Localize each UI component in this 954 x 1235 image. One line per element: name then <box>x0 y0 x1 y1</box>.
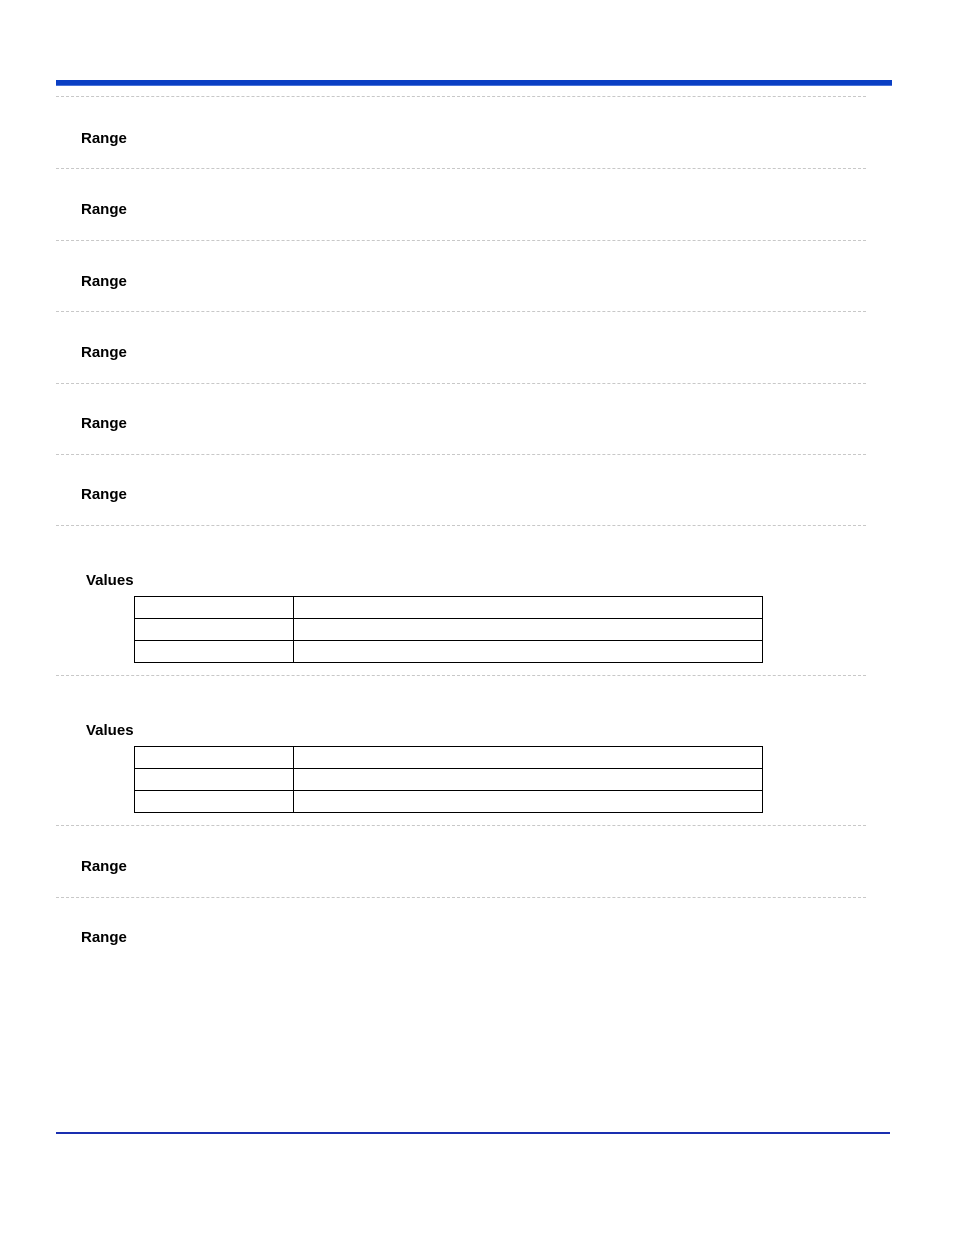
section-divider <box>56 168 866 169</box>
section-divider <box>56 96 866 97</box>
table-cell <box>135 619 294 641</box>
section-label-values: Values <box>86 572 134 589</box>
table-row <box>135 641 763 663</box>
section-label-range: Range <box>81 344 127 361</box>
section-divider <box>56 525 866 526</box>
table-cell <box>135 769 294 791</box>
section-divider <box>56 675 866 676</box>
table-cell <box>135 597 294 619</box>
values-table <box>134 596 763 663</box>
header-rule-underline <box>56 85 892 86</box>
values-table <box>134 746 763 813</box>
table-cell <box>294 619 763 641</box>
table-cell <box>294 769 763 791</box>
table-row <box>135 597 763 619</box>
section-divider <box>56 897 866 898</box>
table-row <box>135 619 763 641</box>
section-divider <box>56 240 866 241</box>
table-cell <box>135 747 294 769</box>
section-label-values: Values <box>86 722 134 739</box>
table-cell <box>135 791 294 813</box>
table-row <box>135 791 763 813</box>
table-row <box>135 747 763 769</box>
table-cell <box>294 641 763 663</box>
section-label-range: Range <box>81 201 127 218</box>
section-divider <box>56 311 866 312</box>
table-cell <box>294 747 763 769</box>
footer-rule <box>56 1132 890 1134</box>
table-cell <box>135 641 294 663</box>
table-cell <box>294 597 763 619</box>
section-label-range: Range <box>81 858 127 875</box>
section-divider <box>56 383 866 384</box>
section-label-range: Range <box>81 486 127 503</box>
section-label-range: Range <box>81 130 127 147</box>
section-label-range: Range <box>81 415 127 432</box>
table-row <box>135 769 763 791</box>
section-divider <box>56 454 866 455</box>
section-divider <box>56 825 866 826</box>
table-cell <box>294 791 763 813</box>
section-label-range: Range <box>81 929 127 946</box>
section-label-range: Range <box>81 273 127 290</box>
